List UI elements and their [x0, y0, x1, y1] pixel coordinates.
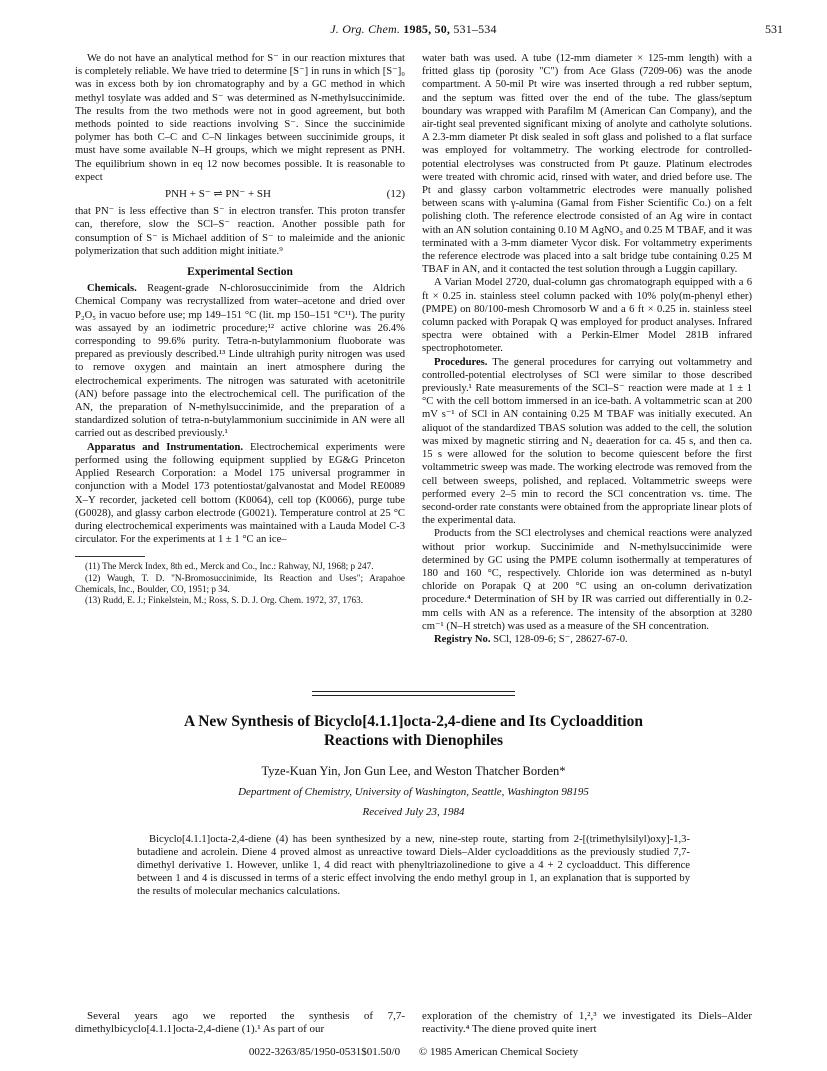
equation-text: PNH + S⁻ ⇌ PN⁻ + SH — [165, 188, 271, 201]
run-in-heading: Apparatus and Instrumentation. — [87, 441, 244, 453]
paragraph-text: The general procedures for carrying out voltammetry and controlled-potential electrolyses of SCl were similar to those described previously.¹ Rate measurements of the SCl–S⁻ reaction were made at 1 ± 1 °C with the cell bottom immersed in an ice-bath. A voltammetric scan at 200 mV s⁻¹ of SCl in AN containing 0.25 M TBAF was initially executed. An aliquot of the standardized TBAS solution was added to the cell, the solution was mixed by magnetic stirring and N₂ deaeration for ca. 45 s, and then ca. 15 s were allowed for the solution to become quiescent before the first voltammetric sweep was made. The working electrode was removed from the cell between sweeps, polished, and replaced. Voltammetric sweeps were performed every 2–5 min to record the SCl concentration vs. time. The second-order rate constants were obtained from the appropriate linear plots of the experimental data. — [422, 356, 752, 527]
reference: (12) Waugh, T. D. "N-Bromosuccinimide, Its Reaction and Uses"; Arapahoe Chemicals, Inc., Boulder, CO, 1951; p 34. — [75, 572, 405, 594]
abstract-text: Bicyclo[4.1.1]octa-2,4-diene (4) has been synthesized by a new, nine-step route, starting from 2-[(trimethylsilyl)oxy]-1,3-butadiene and acrolein. Diene 4 proved almost as unreactive toward Diels–Alder cycloadditions as the previously studied 7,7-dimethyl derivative 1. However, unlike 1, 4 did react with phenyltriazolinedione to give a 4 + 2 cycloadduct. This difference between 1 and 4 is discussed in terms of a steric effect involving the endo methyl group in 1, an explanation that is supported by the results of molecular mechanics calculations. — [137, 834, 690, 897]
affiliation: Department of Chemistry, University of Washington, Seattle, Washington 98195 — [238, 786, 589, 798]
paragraph-text: Reagent-grade N-chlorosuccinimide from the Aldrich Chemical Company was recrystallized from water–acetone and dried over P₂O₅ in vacuo before use; mp 149–151 °C (lit. mp 150–151 °C¹¹). The purity was assayed by an iodimetric procedure;¹² active chlorine was 26.4% corresponding to 99.6% purity. Tetra-n-butylammonium fluoborate was prepared as previously described.¹³ Linde ultrahigh purity nitrogen was used to remove oxygen and maintain an inert atmosphere during the electrochemical experiments. The nitrogen was saturated with acetonitrile (AN) before passage into the electrochemical cell. The purification of the AN, the preparation of N-methylsuccinimide, and the preparation of a standardized solution of tetra-n-butylammonium succinimide in AN were all carried out as described previously.¹ — [75, 283, 405, 440]
paragraph-procedures — [422, 356, 752, 528]
paragraph: Products from the SCl electrolyses and chemical reactions were analyzed without prior workup. Succinimide and N-methylsuccinimide were determined by GC using the PMPE column isothermally at temperatures of 180 and 160 °C, respectively. Chloride ion was determined as n-butyl chloride on Porapak Q at 200 °C using an on-column derivatization procedure.⁴ Determination of SH by IR was carried out differentially in 0.2-mm cells with AN as a reference. The intensity of the absorption at 3280 cm⁻¹ (N–H stretch) was used as a measure of the SH concentration. — [422, 528, 752, 632]
body-left-column — [75, 1010, 405, 1036]
run-in-heading: Registry No. — [434, 633, 491, 645]
paragraph-chemicals — [75, 282, 405, 440]
received-date: Received July 23, 1984 — [362, 806, 465, 818]
reference: (13) Rudd, E. J.; Finkelstein, M.; Ross, S. D. J. Org. Chem. 1972, 37, 1763. — [85, 594, 364, 605]
paragraph: that PN⁻ is less effective than S⁻ in electron transfer. This proton transfer can, therefore, slow the SCl–S⁻ reaction. Another possible path for consumption of S⁻ is Michael addition of S⁻ to maleimide and the anionic polymerization that such addition might initiate.⁹ — [75, 206, 405, 257]
journal-pages: 531–534 — [453, 22, 497, 36]
registry-numbers — [422, 633, 752, 646]
run-in-heading: Procedures. — [434, 356, 488, 368]
paragraph: A Varian Model 2720, dual-column gas chromatograph equipped with a 6 ft × 0.25 in. stainless steel column packed with 10% poly(m-phenyl ether) (PMPE) on 80/100-mesh Chromosorb W and a 6 ft × 0.25 in. stainless steel column packed with Porapak Q was employed for product analyses. Infrared spectra were obtained with a Perkin-Elmer Model 281B infrared spectrophotometer. — [422, 277, 752, 355]
section-heading: Experimental Section — [187, 266, 293, 279]
paragraph: We do not have an analytical method for S⁻ in our reaction mixtures that is completely reliable. We have tried to determine [S⁻] in runs in which [S⁻]₀ was in excess both by ion chromatography and by a GC method in which methyl tosylate was added and S⁻ was determined as N-methylsuccinimide. The results from the two methods were not in good agreement, but both methods pointed to side reactions involving S⁻. Since the succinimide polymer has both C–C and C–N linkages between succinimide groups, it must have some available N–H groups, which we might represent as PNH. The equilibrium shown in eq 12 now becomes possible. It is reasonable to expect — [75, 53, 405, 183]
references — [75, 561, 405, 606]
page-number: 531 — [765, 22, 783, 36]
article-divider — [312, 695, 515, 696]
title-line: A New Synthesis of Bicyclo[4.1.1]octa-2,4-diene and Its Cycloaddition — [184, 713, 643, 730]
paragraph-apparatus — [75, 441, 405, 547]
authors: Tyze-Kuan Yin, Jon Gun Lee, and Weston Thatcher Borden* — [261, 764, 566, 778]
title-line: Reactions with Dienophiles — [323, 732, 504, 749]
paragraph: exploration of the chemistry of 1,²,³ we investigated its Diels–Alder reactivity.⁴ The diene proved quite inert — [422, 1010, 752, 1036]
left-column — [75, 52, 405, 606]
equation-12 — [165, 188, 405, 201]
equation-number: (12) — [386, 188, 405, 201]
article-divider — [312, 691, 515, 692]
journal-year-volume: 1985, 50, — [403, 22, 451, 36]
article-code: 0022-3263/85/1950-0531$01.50/0 — [248, 1046, 401, 1058]
right-column — [422, 52, 752, 646]
paragraph-text: Electrochemical experiments were performed using the following equipment supplied by EG&G Princeton Applied Research Corporation: a Model 175 universal programmer in conjunction with a Model 173 potentiostat/galvanostat and Model RE0089 X–Y recorder, jacketed cell bottom (K0064), cell top (K0066), purge tube (G0028), and glassy carbon electrode (G0021). Temperature control at 25 °C during electrochemical experiments was maintained with a Lauda Model C-3 circulator. For the experiments at 1 ± 1 °C an ice– — [75, 441, 405, 546]
run-in-heading: Chemicals. — [87, 283, 137, 295]
footer — [0, 1046, 827, 1058]
registry-text: SCl, 128-09-6; S⁻, 28627-67-0. — [493, 633, 628, 645]
journal-name: J. Org. Chem. — [330, 22, 401, 36]
running-head — [0, 22, 827, 37]
footnote-rule — [75, 556, 145, 557]
abstract — [137, 833, 690, 898]
copyright: © 1985 American Chemical Society — [418, 1046, 579, 1058]
reference: (11) The Merck Index, 8th ed., Merck and Co., Inc.: Rahway, NJ, 1968; p 247. — [85, 561, 374, 572]
article-title — [100, 712, 727, 750]
paragraph: water bath was used. A tube (12-mm diameter × 125-mm length) with a fritted glass tip (porosity "C") from Ace Glass (7209-06) was the anode compartment. A 50-mil Pt wire was inserted through a red rubber septum, and the septum was fitted over the end of the tube. The glass/septum boundary was wrapped with Parafilm M (American Can Company), and the air-tight seal prevented significant mixing of anolyte and catholyte solutions. A 2.3-mm diameter Pt disk sealed in soft glass and polished to a flat surface was employed for voltammetry. The working electrode for controlled-potential electrolyses was constructed from Pt gauze. Platinum electrodes were treated with chromic acid, rinsed with water, and dried before use. The Pt and glassy carbon voltammetric electrodes were manually polished between scans with γ-alumina (Gamal from Fisher Scientific Co.) on a felt polishing cloth. The reference electrode consisted of an Ag wire in contact with an AN solution containing 0.10 M AgNO₃ and 0.25 M TBAF, and it was terminated with a 3-mm diameter Vycor disk. For voltammetry experiments the reference electrode was placed into a salt bridge tube containing 0.25 M TBAF in AN, and it contacted the test solution through a Luggin capillary. — [422, 53, 752, 276]
paragraph: Several years ago we reported the synthesis of 7,7-dimethylbicyclo[4.1.1]octa-2,4-diene (1).¹ As part of our — [75, 1010, 405, 1036]
body-right-column — [422, 1010, 752, 1036]
